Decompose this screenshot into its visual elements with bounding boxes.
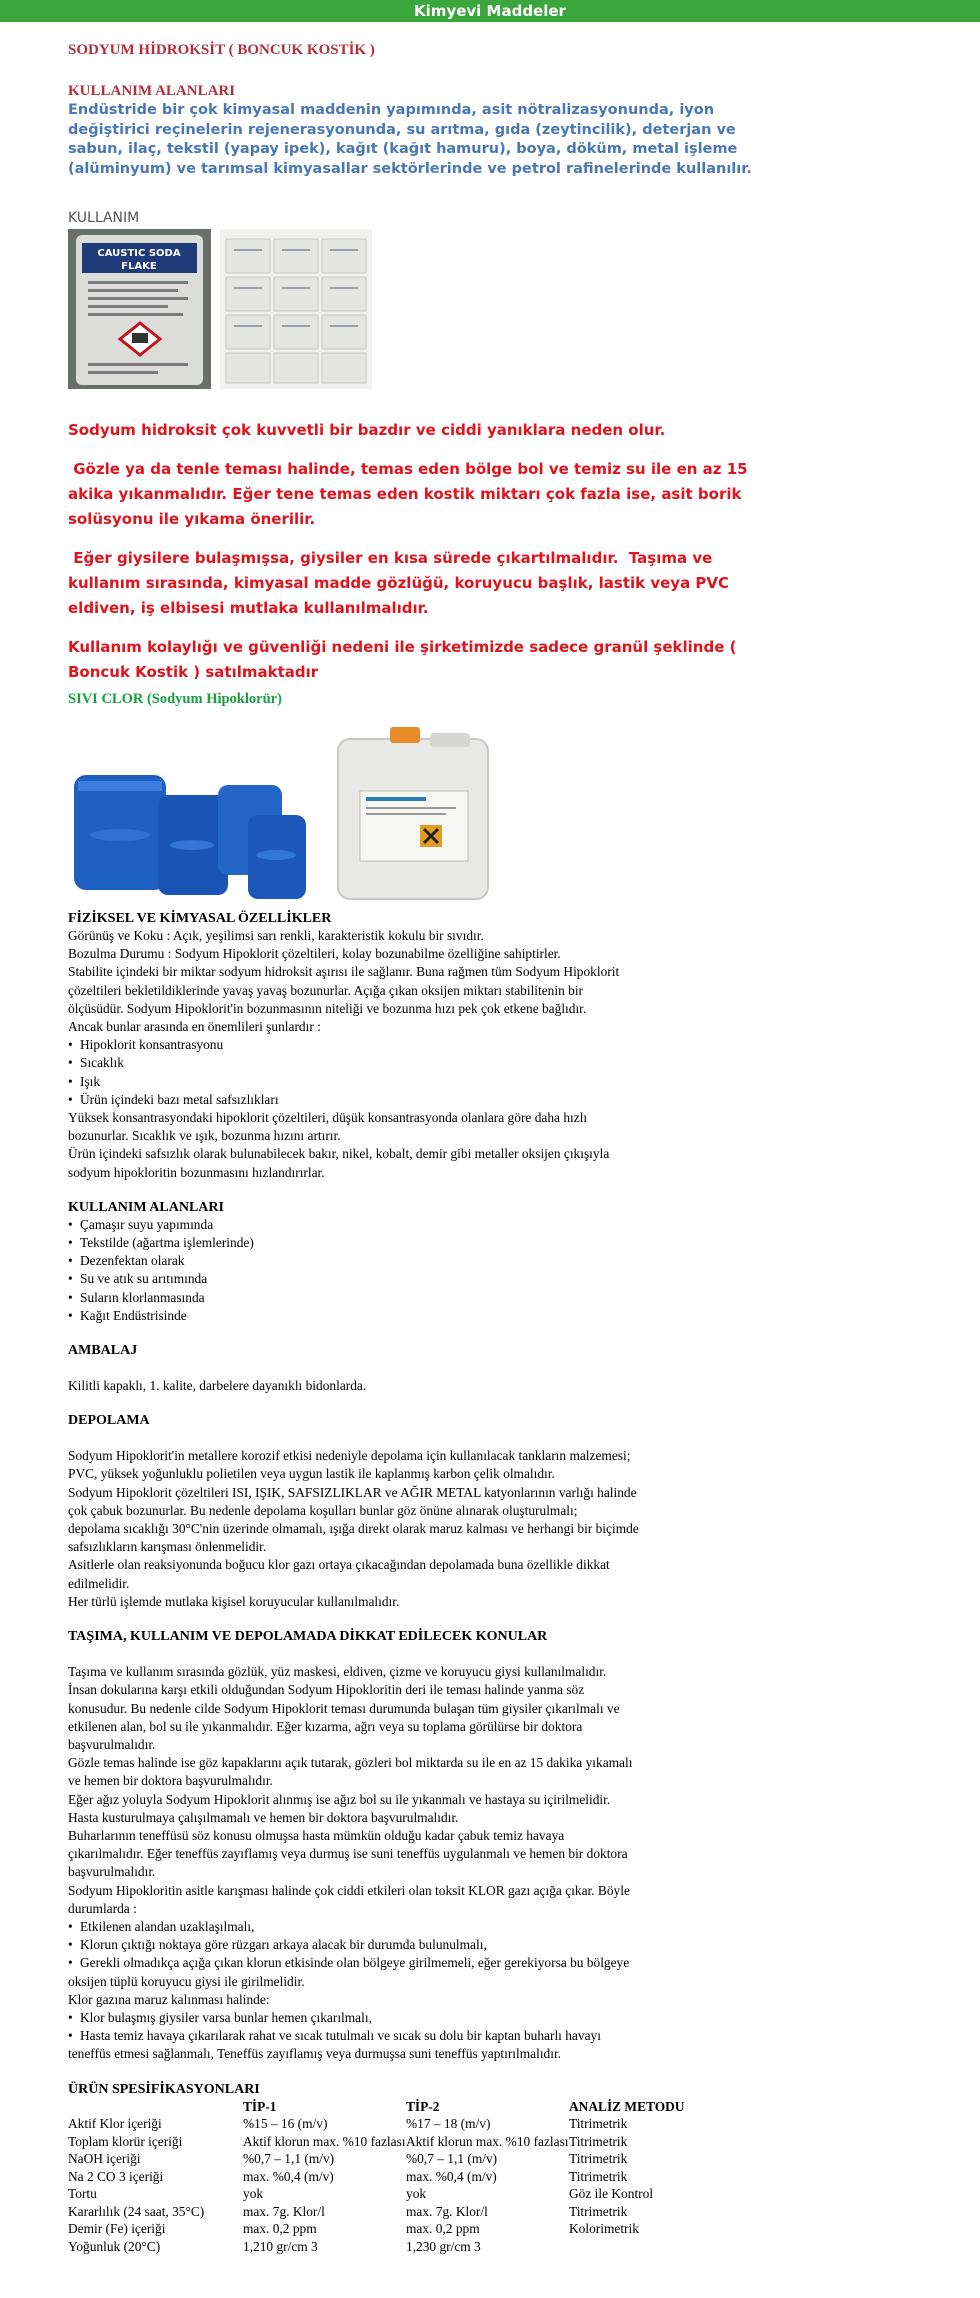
physical-heading: FİZİKSEL VE KİMYASAL ÖZELLİKLER <box>68 911 332 926</box>
list-item: • Dezenfektan olarak <box>68 1252 768 1270</box>
table-cell: Demir (Fe) içeriği <box>68 2221 166 2237</box>
table-cell: max. 0,2 ppm <box>243 2221 317 2237</box>
table-header-cell <box>68 2098 243 2116</box>
list-item: • Klor bulaşmış giysiler varsa bunlar hemen çıkarılmalı, <box>68 2009 768 2027</box>
table-cell: Kararlılık (24 saat, 35°C) <box>68 2203 205 2219</box>
tasima-line: Klor gazına maruz kalınması halinde: <box>68 1991 270 2007</box>
warning-2: Gözle ya da tenle teması halinde, temas eden bölge bol ve temiz su ile en az 15 akika yıkanmalıdır. Eğer tene temas eden kostik miktarı çok fazla ise, asit borik solüsyonu ile yıkama önerilir. <box>68 460 753 528</box>
table-cell: %17 – 18 (m/v) <box>406 2116 491 2132</box>
white-canister-image <box>320 721 506 905</box>
depolama-line: depolama sıcaklığı 30°C'nin üzerinde olmamalı, ışığa direkt olarak maruz kalması ve herhangi bir biçimde <box>68 1521 639 1537</box>
table-cell: yok <box>243 2186 264 2202</box>
tasima-heading: TAŞIMA, KULLANIM VE DEPOLAMADA DİKKAT EDİLECEK KONULAR <box>68 1629 548 1645</box>
physical-line: sodyum hipokloritin bozunmasını hızlandırırlar. <box>68 1164 325 1180</box>
table-header-cell: ANALİZ METODU <box>569 2098 685 2114</box>
physical-line: Bozulma Durumu : Sodyum Hipoklorit çözeltileri, kolay bozunabilme özelliğine sahiptirler. <box>68 946 561 962</box>
list-item: • Klorun çıktığı noktaya göre rüzgarı arkaya alacak bir durumda bulunulmalı, <box>68 1936 768 1954</box>
depolama-block <box>68 1447 768 1611</box>
table-row <box>68 2203 729 2221</box>
depolama-line: PVC, yüksek yoğunluklu polietilen veya uygun lastik ile kaplanmış karbon çelik olmalıdır. <box>68 1466 555 1482</box>
naoh-images <box>68 229 768 391</box>
table-cell: yok <box>406 2186 427 2202</box>
physical-line: Ancak bunlar arasında en önemlileri şunlardır : <box>68 1019 321 1035</box>
depolama-line: Her türlü işlemde mutlaka kişisel koruyucular kullanılmalıdır. <box>68 1593 400 1609</box>
list-item: • Işık <box>68 1073 768 1091</box>
blue-drums-image <box>68 765 311 905</box>
table-cell: 1,230 gr/cm 3 <box>406 2238 481 2254</box>
ambalaj-text: Kilitli kapaklı, 1. kalite, darbelere dayanıklı bidonlarda. <box>68 1378 367 1394</box>
table-cell: Yoğunluk (20°C) <box>68 2238 161 2254</box>
main-content <box>68 38 768 2255</box>
list-item: • Hasta temiz havaya çıkarılarak rahat ve sıcak tutulmalı ve sıcak su dolu bir kaptan buharlı havayı <box>68 2027 768 2045</box>
table-cell <box>569 2238 729 2256</box>
list-item: • Suların klorlanmasında <box>68 1289 768 1307</box>
table-cell: Kolorimetrik <box>569 2221 639 2237</box>
tasima-block <box>68 1663 768 2063</box>
table-cell: max. 7g. Klor/l <box>406 2203 488 2219</box>
hypochlorite-title: SIVI CLOR (Sodyum Hipoklorür) <box>68 691 282 707</box>
depolama-line: çok çabuk bozunurlar. Bu nedenle depolama koşulları bunlar göz önüne alınarak oluşturulmalı; <box>68 1502 578 1518</box>
naoh-kullanim-heading: KULLANIM <box>68 210 140 226</box>
tasima-line: oksijen tüplü koruyucu giysi ile girilmelidir. <box>68 1973 305 1989</box>
tasima-line: İnsan dokularına karşı etkili olduğundan Sodyum Hipokloritin deri ile teması halinde yanma söz <box>68 1682 585 1698</box>
table-row <box>68 2150 729 2168</box>
naoh-usage-text: Endüstride bir çok kimyasal maddenin yapımında, asit nötralizasyonunda, iyon değiştirici reçinelerin rejenerasyonunda, su arıtma, gıda (zeytincilik), deterjan ve sabun, ilaç, tekstil (yapay ipek), kağıt (kağıt hamuru), boya, döküm, metal işleme (alüminyum) ve tarımsal kimyasallar sektörlerinde ve petrol rafinelerinde kullanılır. <box>68 102 752 177</box>
page-header-title: Kimyevi Maddeler <box>414 2 566 20</box>
tasima-line: Buharlarının teneffüsü söz konusu olmuşsa hasta mümkün olduğu kadar çabuk temiz havaya <box>68 1827 565 1843</box>
physical-line: çözeltileri bekletildiklerinde yavaş yavaş bozunurlar. Açığa çıkan oksijen miktarı stabilitenin bir <box>68 982 584 998</box>
depolama-line: Sodyum Hipoklorit'in metallere korozif etkisi nedeniyle depolama için kullanılacak tankların malzemesi; <box>68 1448 631 1464</box>
warning-3: Eğer giysilere bulaşmışsa, giysiler en kısa sürede çıkartılmalıdır. Taşıma ve kullanım sırasında, kimyasal madde gözlüğü, koruyucu başlık, lastik veya PVC eldiven, iş elbisesi mutlaka kullanılmalıdır. <box>68 549 735 617</box>
table-cell: Titrimetrik <box>569 2133 628 2149</box>
table-cell: Titrimetrik <box>569 2203 628 2219</box>
physical-line: Ürün içindeki safsızlık olarak bulunabilecek bakır, nikel, kobalt, demir gibi metaller oksijen çıkışıyla <box>68 1146 610 1162</box>
table-cell: Toplam klorür içeriği <box>68 2133 183 2149</box>
tasima-line: başvurulmalıdır. <box>68 1864 156 1880</box>
physical-bullets <box>68 1036 768 1109</box>
tasima-line: Taşıma ve kullanım sırasında gözlük, yüz maskesi, eldiven, çizme ve koruyucu giysi kullanılmalıdır. <box>68 1664 607 1680</box>
table-cell: Titrimetrik <box>569 2168 628 2184</box>
list-item: • Hipoklorit konsantrasyonu <box>68 1036 768 1054</box>
table-header-cell: TİP-1 <box>243 2098 277 2114</box>
depolama-line: safsızlıkların karışması önlenmelidir. <box>68 1539 267 1555</box>
tasima-bullets-1 <box>68 1918 768 1973</box>
bag-label-line1: CAUSTIC SODA <box>97 248 181 259</box>
table-cell: 1,210 gr/cm 3 <box>243 2238 318 2254</box>
table-cell: %0,7 – 1,1 (m/v) <box>243 2151 335 2167</box>
list-item: • Sıcaklık <box>68 1054 768 1072</box>
depolama-line: edilmelidir. <box>68 1575 130 1591</box>
warning-4: Kullanım kolaylığı ve güvenliği nedeni ile şirketimizde sadece granül şeklinde ( Boncuk Kostik ) satılmaktadır <box>68 638 742 681</box>
caustic-soda-bag-image <box>68 229 211 389</box>
list-item: • Gerekli olmadıkça açığa çıkan klorun etkisinde olan bölgeye girilmemeli, eğer gerekiyorsa bu bölgeye <box>68 1954 768 1972</box>
list-item: • Çamaşır suyu yapımında <box>68 1216 768 1234</box>
physical-line: ölçüsüdür. Sodyum Hipoklorit'in bozunmasının niteliği ve bozunma hızı pek çok etkene bağlıdır. <box>68 1000 587 1016</box>
depolama-heading: DEPOLAMA <box>68 1413 150 1429</box>
list-item: • Etkilenen alandan uzaklaşılmalı, <box>68 1918 768 1936</box>
stacked-bags-image <box>220 229 372 389</box>
table-row <box>68 2133 729 2151</box>
naoh-warnings <box>68 418 768 685</box>
hypochlorite-images <box>68 721 768 907</box>
tasima-line: Hasta kusturulmaya çalışılmamalı ve hemen bir doktora başvurulmalıdır. <box>68 1809 459 1825</box>
list-item: • Kağıt Endüstrisinde <box>68 1307 768 1325</box>
list-item: • Ürün içindeki bazı metal safsızlıkları <box>68 1091 768 1109</box>
warning-1: Sodyum hidroksit çok kuvvetli bir bazdır ve ciddi yanıklara neden olur. <box>68 421 666 439</box>
table-cell: max. 7g. Klor/l <box>243 2203 325 2219</box>
tasima-line: Sodyum Hipokloritin asitle karışması halinde çok ciddi etkileri olan toksit KLOR gazı açığa çıkar. Böyle <box>68 1882 630 1898</box>
spec-heading: ÜRÜN SPESİFİKASYONLARI <box>68 2081 260 2097</box>
bag-label-line2: FLAKE <box>121 261 157 272</box>
hypo-usage-bullets <box>68 1216 768 1325</box>
table-cell: Titrimetrik <box>569 2116 628 2132</box>
naoh-usage-heading: KULLANIM ALANLARI <box>68 83 236 99</box>
list-item: • Tekstilde (ağartma işlemlerinde) <box>68 1234 768 1252</box>
hypo-usage-heading: KULLANIM ALANLARI <box>68 1199 224 1215</box>
naoh-title: SODYUM HİDROKSİT ( BONCUK KOSTİK ) <box>68 42 375 58</box>
tasima-line: etkilenen alan, bol su ile yıkanmalıdır. Eğer kızarma, ağrı veya su toplama görülürse bir doktora <box>68 1718 583 1734</box>
page-header-bar <box>0 0 980 22</box>
spec-table <box>68 2098 729 2256</box>
physical-line: Stabilite içindeki bir miktar sodyum hidroksit aşırısı ile sağlanır. Buna rağmen tüm Sodyum Hipoklorit <box>68 964 620 980</box>
tasima-line: Gözle temas halinde ise göz kapaklarını açık tutarak, gözleri bol miktarda su ile en az 15 dakika yıkamalı <box>68 1755 633 1771</box>
depolama-line: Asitlerle olan reaksiyonunda boğucu klor gazı ortaya çıkacağından depolamada buna özellikle dikkat <box>68 1557 610 1573</box>
physical-line: Yüksek konsantrasyondaki hipoklorit çözeltileri, düşük konsantrasyonda olanlara göre daha hızlı <box>68 1110 588 1126</box>
table-row <box>68 2115 729 2133</box>
tasima-line: teneffüs etmesi sağlanmalı, Teneffüs zayıflamış veya durmuşsa suni teneffüs yaptırılmalıdır. <box>68 2046 562 2062</box>
table-cell: max. 0,2 ppm <box>406 2221 480 2237</box>
table-cell: NaOH içeriği <box>68 2151 141 2167</box>
table-cell: Aktif klorun max. %10 fazlası <box>243 2133 406 2149</box>
table-cell: Titrimetrik <box>569 2151 628 2167</box>
table-row <box>68 2220 729 2238</box>
table-cell: Na 2 CO 3 içeriği <box>68 2168 164 2184</box>
tasima-line: durumlarda : <box>68 1900 137 1916</box>
tasima-bullets-2 <box>68 2009 768 2045</box>
table-header-row <box>68 2098 729 2116</box>
tasima-line: çıkarılmalıdır. Eğer teneffüs zayıflamış veya durmuş ise suni teneffüs uygulanmalı ve hemen bir doktora <box>68 1846 628 1862</box>
ambalaj-heading: AMBALAJ <box>68 1343 138 1359</box>
table-row <box>68 2185 729 2203</box>
list-item: • Su ve atık su arıtımında <box>68 1270 768 1288</box>
table-cell: max. %0,4 (m/v) <box>243 2168 334 2184</box>
table-cell: %0,7 – 1,1 (m/v) <box>406 2151 498 2167</box>
table-cell: Göz ile Kontrol <box>569 2186 654 2202</box>
table-cell: Aktif klorun max. %10 fazlası <box>406 2133 569 2149</box>
table-cell: Aktif Klor içeriği <box>68 2116 162 2132</box>
table-cell: %15 – 16 (m/v) <box>243 2116 328 2132</box>
depolama-line: Sodyum Hipoklorit çözeltileri ISI, IŞIK, SAFSIZLIKLAR ve AĞIR METAL katyonlarının varlığı halinde <box>68 1484 637 1500</box>
tasima-line: konusudur. Bu nedenle cilde Sodyum Hipoklorit teması durumunda bulaşan tüm giysiler çıkarılmalı ve <box>68 1700 620 1716</box>
table-cell: max. %0,4 (m/v) <box>406 2168 497 2184</box>
tasima-line: Eğer ağız yoluyla Sodyum Hipoklorit alınmış ise ağız bol su ile yıkanmalı ve hastaya su içirilmelidir. <box>68 1791 611 1807</box>
physical-block <box>68 927 768 1182</box>
tasima-line: ve hemen bir doktora başvurulmalıdır. <box>68 1773 273 1789</box>
physical-line: Görünüş ve Koku : Açık, yeşilimsi sarı renkli, karakteristik kokulu bir sıvıdır. <box>68 928 484 943</box>
table-cell: Tortu <box>68 2186 97 2202</box>
table-row <box>68 2238 729 2256</box>
tasima-line: başvurulmalıdır. <box>68 1736 156 1752</box>
physical-line: bozunurlar. Sıcaklık ve ışık, bozunma hızını artırır. <box>68 1128 341 1144</box>
table-header-cell: TİP-2 <box>406 2098 440 2114</box>
table-row <box>68 2168 729 2186</box>
